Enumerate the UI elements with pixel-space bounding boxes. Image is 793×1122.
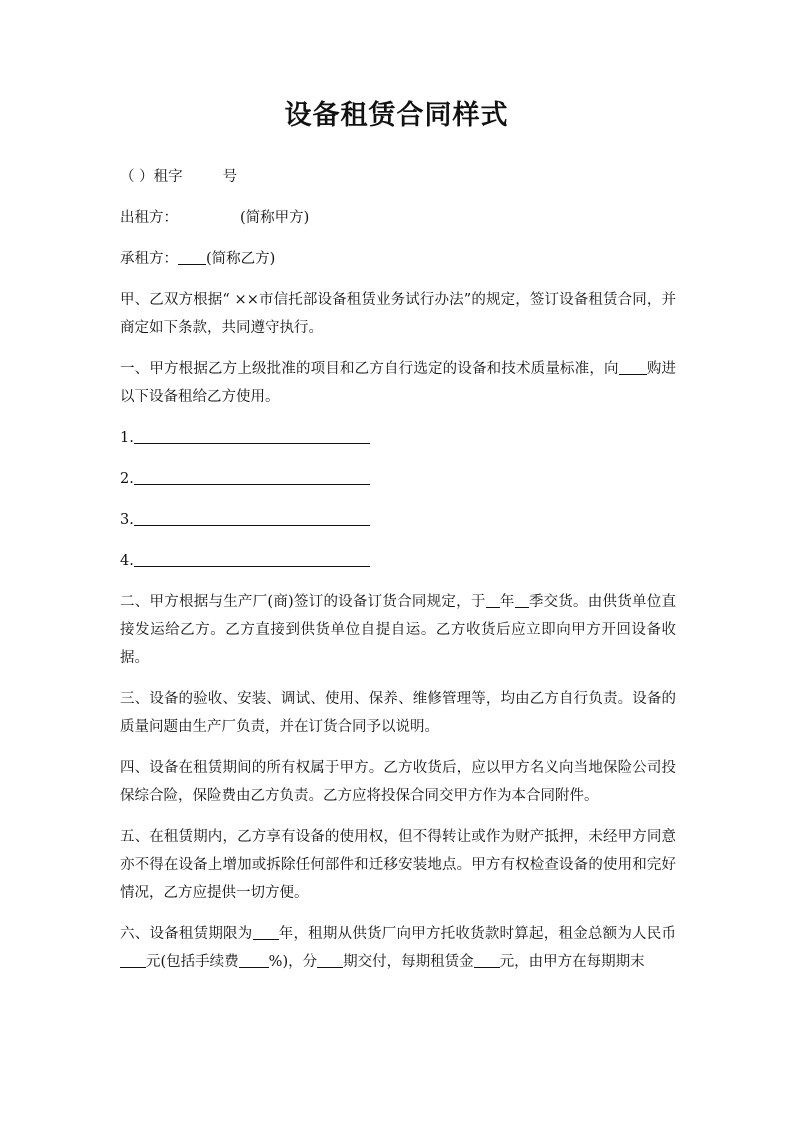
clause-1 [120,355,676,411]
clause-6-text-d: %)，分 [268,954,318,970]
delivery-year-blank[interactable] [486,592,500,608]
lessee-note: (简称乙方) [206,251,276,267]
lessee-line [120,245,676,273]
equipment-item [120,465,676,493]
clause-6-text-b: 年，租期从供货厂向甲方托收货款时算起，租金总额为人民币 [278,926,676,942]
delivery-season-blank[interactable] [515,592,529,608]
clause-3: 三、设备的验收、安装、调试、使用、保养、维修管理等，均由乙方自行负责。设备的质量问题由生产厂负责，并在订货合同予以说明。 [120,691,676,735]
document-body [120,163,676,976]
equipment-item-number: 4. [120,553,134,569]
equipment-item [120,547,676,575]
equipment-item-blank[interactable] [134,510,370,526]
equipment-item-number: 3. [120,512,134,528]
equipment-list [120,424,676,575]
clause-2-text-a: 二、甲方根据与生产厂(商)签订的设备订货合同规定，于 [120,594,486,610]
clause-6-text-e: 期交付，每期租赁金 [343,954,474,970]
fee-percent-blank[interactable] [239,952,269,968]
document-title: 设备租赁合同样式 [284,100,509,131]
equipment-item [120,506,676,534]
contract-number-suffix: 号 [222,169,238,185]
lessee-label: 承租方： [120,251,178,267]
contract-number-line [120,163,676,191]
installment-amount-blank[interactable] [474,952,500,968]
clause-6-text-a: 六、设备租赁期限为 [120,926,253,942]
total-rent-blank[interactable] [120,952,146,968]
equipment-item-number: 2. [120,471,134,487]
clause-5: 五、在租赁期内，乙方享有设备的使用权，但不得转让或作为财产抵押，未经甲方同意亦不得在设备上增加或拆除任何部件和迁移安装地点。甲方有权检查设备的使用和完好情况，乙方应提供一切方便。 [120,829,676,901]
intro-paragraph: 甲、乙双方根据“ ××市信托部设备租赁业务试行办法”的规定，签订设备租赁合同，并商定如下条款，共同遵守执行。 [120,292,676,336]
contract-number-label: （ ）租字 [120,169,183,185]
equipment-item [120,424,676,452]
lessor-line [120,204,676,232]
equipment-item-blank[interactable] [134,428,370,444]
clause-6-text-c: 元(包括手续费 [146,954,239,970]
clause-1-supplier-blank[interactable] [619,359,647,375]
clause-6 [120,920,676,976]
lease-term-blank[interactable] [253,924,279,940]
clause-2-text-c: 季交货。由供货单位直接发运给乙方。乙方直接到供货单位自提自运。乙方收货后应立即向甲方开回设备收据。 [120,594,677,666]
equipment-item-blank[interactable] [134,469,370,485]
lessee-blank[interactable] [178,249,206,265]
clause-2 [120,588,676,672]
clause-2-text-b: 年 [499,594,515,610]
installments-blank[interactable] [317,952,343,968]
equipment-item-number: 1. [120,430,134,446]
clause-1-after: 购进以下设备租给乙方使用。 [120,361,677,405]
equipment-item-blank[interactable] [134,551,370,567]
lessor-label: 出租方： [120,210,178,226]
lessor-note: (简称甲方) [240,210,310,226]
clause-4: 四、设备在租赁期间的所有权属于甲方。乙方收货后，应以甲方名义向当地保险公司投保综合险，保险费由乙方负责。乙方应将投保合同交甲方作为本合同附件。 [120,760,676,804]
clause-6-text-f: 元，由甲方在每期期末 [499,954,645,970]
clause-1-before: 一、甲方根据乙方上级批准的项目和乙方自行选定的设备和技术质量标准，向 [120,361,619,377]
